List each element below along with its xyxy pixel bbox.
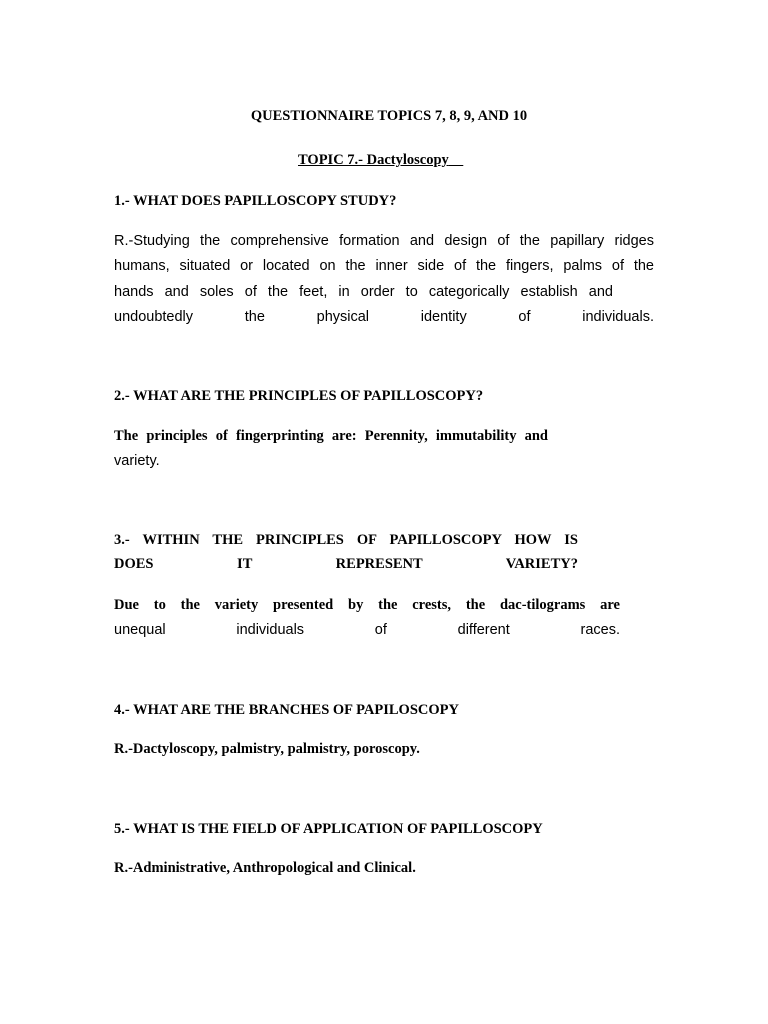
topic-heading: [298, 152, 463, 169]
question-3: [114, 528, 578, 576]
question-3-line-1: 3.- WITHIN THE PRINCIPLES OF PAPILLOSCOPY HOW IS: [114, 532, 578, 548]
question-3-line-2: DOES IT REPRESENT VARIETY?: [114, 556, 578, 572]
answer-3-line-1: Due to the variety presented by the crests, the dac-tilograms are: [114, 597, 620, 613]
answer-4: R.-Dactyloscopy, palmistry, palmistry, poroscopy.: [114, 741, 420, 757]
answer-1-line-1: R.-Studying the comprehensive formation and design of the papillary ridges: [114, 233, 654, 249]
answer-1-line-3: hands and soles of the feet, in order to categorically establish and: [114, 283, 613, 300]
answer-2-line-1: The principles of fingerprinting are: Perennity, immutability and: [114, 428, 548, 444]
answer-2: [114, 424, 548, 475]
answer-1-line-2: humans, situated or located on the inner side of the fingers, palms of the: [114, 258, 654, 275]
answer-1-line-4: undoubtedly the physical identity of individuals.: [114, 308, 654, 325]
question-4: 4.- WHAT ARE THE BRANCHES OF PAPILOSCOPY: [114, 702, 459, 718]
document-title: QUESTIONNAIRE TOPICS 7, 8, 9, AND 10: [250, 108, 528, 124]
question-2: 2.- WHAT ARE THE PRINCIPLES OF PAPILLOSCOPY?: [114, 388, 484, 404]
question-1: 1.- WHAT DOES PAPILLOSCOPY STUDY?: [114, 193, 397, 209]
answer-2-line-2: variety.: [114, 453, 160, 470]
question-5: 5.- WHAT IS THE FIELD OF APPLICATION OF PAPILLOSCOPY: [114, 821, 543, 837]
answer-3: [114, 593, 620, 644]
answer-5: R.-Administrative, Anthropological and Clinical.: [114, 860, 416, 876]
answer-3-line-2: unequal individuals of different races.: [114, 622, 620, 639]
answer-1: [114, 229, 654, 330]
topic-heading-text: TOPIC 7.- Dactyloscopy: [298, 152, 449, 168]
